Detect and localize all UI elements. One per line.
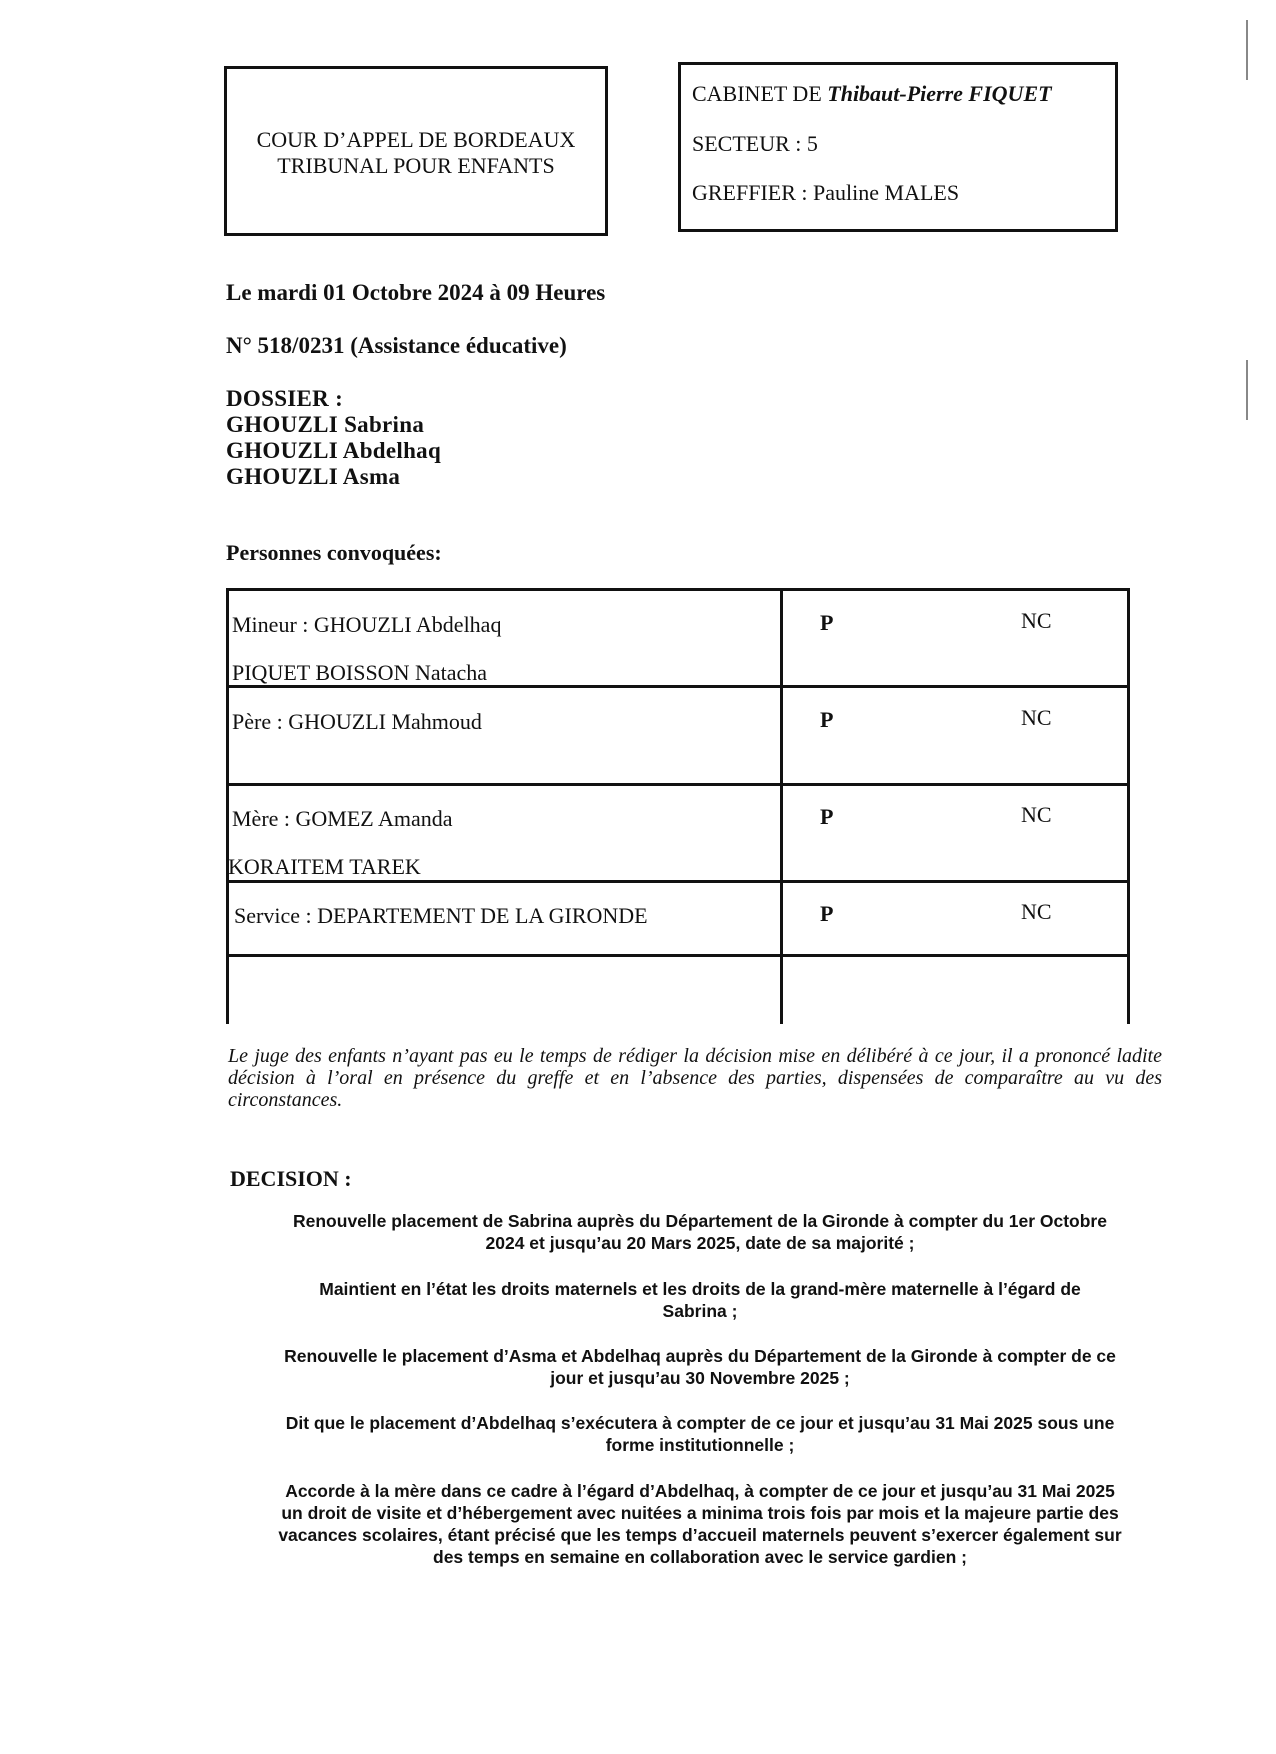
decision-title: DECISION : — [230, 1166, 352, 1191]
table-cell-person: Mineur : GHOUZLI Abdelhaq — [232, 612, 502, 637]
dossier-name: GHOUZLI Abdelhaq — [226, 438, 442, 463]
court-name: COUR D’APPEL DE BORDEAUX — [256, 127, 576, 152]
decision-line: Sabrina ; — [662, 1301, 738, 1321]
decision-line: Maintient en l’état les droits maternels et les droits de la grand-mère maternelle à l’égard de — [319, 1279, 1081, 1299]
decision-item — [230, 1278, 1170, 1322]
table-border — [226, 588, 1130, 591]
decision-item — [230, 1345, 1170, 1389]
decision-line: un droit de visite et d’hébergement avec nuitées a minima trois fois par mois et la majeure partie des — [281, 1503, 1119, 1523]
table-cell-p: P — [820, 804, 834, 829]
table-cell-person: Mère : GOMEZ Amanda — [232, 806, 453, 831]
decision-line: 2024 et jusqu’au 20 Mars 2025, date de sa majorité ; — [485, 1233, 915, 1253]
table-cell-person: PIQUET BOISSON Natacha — [232, 660, 488, 685]
deliberation-note: Le juge des enfants n’ayant pas eu le temps de rédiger la décision mise en délibéré à ce jour, il a prononcé ladite décision à l’oral en présence du greffe et en l’absence des parties, dispensées de comparaître au vu des circonstances. — [228, 1045, 1162, 1111]
decision-item — [230, 1480, 1170, 1568]
table-cell-nc: NC — [1021, 608, 1052, 633]
dossier-name: GHOUZLI Asma — [226, 464, 401, 489]
decision-line: vacances scolaires, étant précisé que les temps d’accueil maternels peuvent s’exercer également sur — [278, 1525, 1122, 1545]
decision-item — [230, 1412, 1170, 1456]
case-number: N° 518/0231 (Assistance éducative) — [226, 333, 567, 358]
convoked-table — [226, 588, 1130, 1024]
court-header-box — [224, 66, 608, 236]
cabinet-label: CABINET DE — [692, 81, 822, 106]
scan-edge-mark — [1246, 20, 1248, 80]
table-border — [780, 588, 783, 1024]
table-border — [226, 588, 229, 1024]
table-border — [226, 880, 1130, 883]
secteur-line: SECTEUR : 5 — [692, 131, 818, 156]
scan-edge-mark — [1246, 360, 1248, 420]
table-cell-nc: NC — [1021, 705, 1052, 730]
table-border — [1127, 588, 1130, 1024]
judge-name: Thibaut-Pierre FIQUET — [827, 81, 1052, 106]
cabinet-box — [678, 62, 1118, 232]
decision-item — [230, 1210, 1170, 1254]
table-cell-person: KORAITEM TAREK — [228, 854, 421, 879]
table-cell-person: Père : GHOUZLI Mahmoud — [232, 709, 482, 734]
hearing-date: Le mardi 01 Octobre 2024 à 09 Heures — [226, 280, 606, 305]
decision-line: Accorde à la mère dans ce cadre à l’égard d’Abdelhaq, à compter de ce jour et jusqu’au 31 Mai 2025 — [285, 1481, 1115, 1501]
decision-line: forme institutionnelle ; — [605, 1435, 795, 1455]
table-cell-p: P — [820, 901, 834, 926]
table-cell-nc: NC — [1021, 899, 1052, 924]
decision-line: jour et jusqu’au 30 Novembre 2025 ; — [550, 1368, 850, 1388]
convoked-title: Personnes convoquées: — [226, 540, 442, 565]
decision-line: des temps en semaine en collaboration avec le service gardien ; — [433, 1547, 967, 1567]
dossier-title: DOSSIER : — [226, 386, 344, 411]
table-cell-p: P — [820, 707, 834, 732]
table-cell-nc: NC — [1021, 802, 1052, 827]
dossier-name: GHOUZLI Sabrina — [226, 412, 425, 437]
decision-line: Renouvelle placement de Sabrina auprès du Département de la Gironde à compter du 1er Octobre — [293, 1211, 1107, 1231]
tribunal-name: TRIBUNAL POUR ENFANTS — [277, 153, 555, 178]
table-cell-p: P — [820, 610, 834, 635]
decision-line: Renouvelle le placement d’Asma et Abdelhaq auprès du Département de la Gironde à compter de ce — [284, 1346, 1116, 1366]
cabinet-line — [692, 81, 1052, 107]
greffier-line: GREFFIER : Pauline MALES — [692, 180, 960, 205]
decision-line: Dit que le placement d’Abdelhaq s’exécutera à compter de ce jour et jusqu’au 31 Mai 2025 sous une — [285, 1413, 1115, 1433]
dossier-block — [226, 386, 441, 490]
table-border — [226, 954, 1130, 957]
table-border — [226, 783, 1130, 786]
table-cell-person: Service : DEPARTEMENT DE LA GIRONDE — [234, 903, 648, 928]
